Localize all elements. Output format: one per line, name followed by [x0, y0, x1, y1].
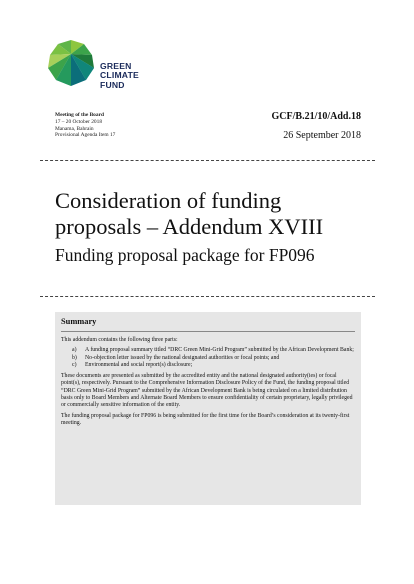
gcf-logo [46, 38, 176, 90]
document-reference [272, 110, 361, 142]
logo-line-climate: CLIMATE [100, 70, 139, 81]
list-marker: c) [72, 361, 77, 368]
logo-line-fund: FUND [100, 79, 125, 90]
globe-logo-icon [46, 38, 96, 88]
top-divider [40, 160, 375, 161]
document-code: GCF/B.21/10/Add.18 [271, 111, 361, 122]
list-item-text: Environmental and social report(s) disclosure; [85, 361, 193, 368]
list-item [61, 362, 355, 369]
summary-paragraph-disclosure: These documents are presented as submitted by the accredited entity and the national designated authority(ies) or focal point(s), respectively. Pursuant to the Comprehensive Information Disclosure Policy of the Fund, the funding proposal titled “DRC Green Mini-Grid Program” submitted by the African Development Bank is being circulated on a limited distribution basis only to Board Members and Alternate Board Members to ensure confidentiality of certain proprietary, legally privileged or commercially sensitive information of the entity. [61, 373, 353, 409]
title-line-1: Consideration of funding [55, 188, 282, 213]
meeting-info [55, 112, 115, 139]
list-item [61, 355, 355, 362]
summary-paragraph-submission: The funding proposal package for FP096 is being submitted for the first time for the Board’s consideration at its twenty-first meeting. [61, 412, 350, 426]
list-item-text: A funding proposal summary titled “DRC Green Mini-Grid Program” submitted by the African Development Bank; [85, 347, 354, 354]
summary-intro: This addendum contains the following three parts: [61, 337, 178, 343]
summary-parts-list [61, 347, 355, 369]
list-marker: b) [72, 354, 77, 361]
list-item [61, 347, 355, 354]
meeting-title: Meeting of the Board [55, 112, 104, 118]
list-marker: a) [72, 347, 77, 354]
middle-divider [40, 296, 375, 297]
meeting-location: Manama, Bahrain [55, 125, 94, 132]
summary-box [55, 312, 361, 505]
meeting-dates: 17 – 20 October 2018 [55, 118, 103, 125]
title-line-2: proposals – Addendum XVIII [55, 214, 324, 239]
meeting-agenda-item: Provisional Agenda Item 17 [55, 132, 116, 139]
logo-line-green: GREEN [100, 61, 132, 71]
page-title [55, 188, 375, 240]
page-subtitle: Funding proposal package for FP096 [55, 245, 315, 265]
document-date: 26 September 2018 [283, 130, 361, 141]
list-item-text: No-objection letter issued by the national designated authorities or focal points; and [85, 354, 280, 361]
summary-rule [61, 331, 355, 332]
summary-heading: Summary [61, 317, 97, 326]
logo-wordmark [100, 62, 139, 90]
